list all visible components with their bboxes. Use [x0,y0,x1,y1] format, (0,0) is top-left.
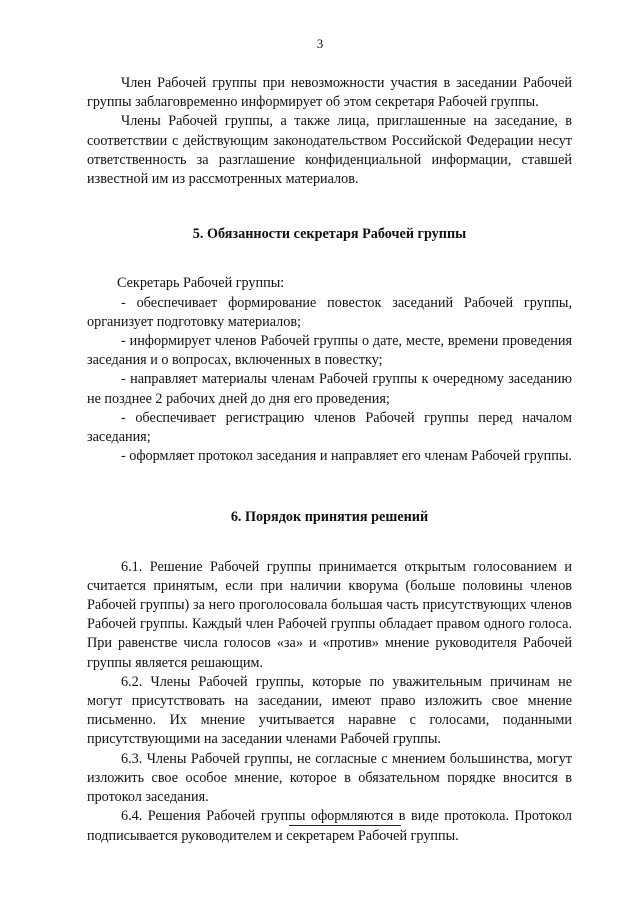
secretary-duty-item: - оформляет протокол заседания и направляет его членам Рабочей группы. [121,448,572,465]
paragraph-confidentiality: Члены Рабочей группы, а также лица, приглашенные на заседание, в соответствии с действующим законодательством Российской Федерации несут ответственность за разглашение конфиденциальной информации, ставшей известной им из рассмотренных материалов. [87,113,572,188]
decision-clause-6-4: 6.4. Решения Рабочей группы оформляются в виде протокола. Протокол подписывается руководителем и секретарем Рабочей группы. [87,808,572,844]
decision-clause-6-3: 6.3. Члены Рабочей группы, не согласные с мнением большинства, могут изложить свое особое мнение, которое в обязательном порядке вносится в протокол заседания. [87,750,572,806]
secretary-duty-item: - обеспечивает формирование повесток заседаний Рабочей группы, организует подготовку материалов; [87,294,572,330]
secretary-duty-item: - обеспечивает регистрацию членов Рабочей группы перед началом заседания; [87,409,572,446]
section-6-heading: 6. Порядок принятия решений [230,509,429,526]
section-5-heading: 5. Обязанности секретаря Рабочей группы [192,226,467,243]
decision-clause-6-1: 6.1. Решение Рабочей группы принимается открытым голосованием и считается принятым, если при наличии кворума (больше половины членов Рабочей группы) за него проголосовала большая часть присутствующих членов Рабочей группы. Каждый член Рабочей группы обладает правом одного голоса. При равенстве числа голосов «за» и «против» мнение руководителя Рабочей группы является решающим. [87,558,572,671]
document-body [87,74,572,846]
end-of-document-rule [289,825,401,826]
decision-clause-6-2: 6.2. Члены Рабочей группы, которые по уважительным причинам не могут присутствовать на заседании, имеют право изложить свое мнение письменно. Их мнение учитывается наравне с голосами, поданными присутствующими на заседании членами Рабочей группы. [87,673,572,748]
paragraph-absence-notice: Член Рабочей группы при невозможности участия в заседании Рабочей группы заблаговременно информирует об этом секретаря Рабочей группы. [87,75,572,111]
section-5-intro: Секретарь Рабочей группы: [117,275,285,292]
secretary-duty-item: - направляет материалы членам Рабочей группы к очередному заседанию не позднее 2 рабочих дней до дня его проведения; [87,371,572,407]
secretary-duty-item: - информирует членов Рабочей группы о дате, месте, времени проведения заседания и о вопросах, включенных в повестку; [87,333,572,369]
page-number: 3 [316,36,324,51]
